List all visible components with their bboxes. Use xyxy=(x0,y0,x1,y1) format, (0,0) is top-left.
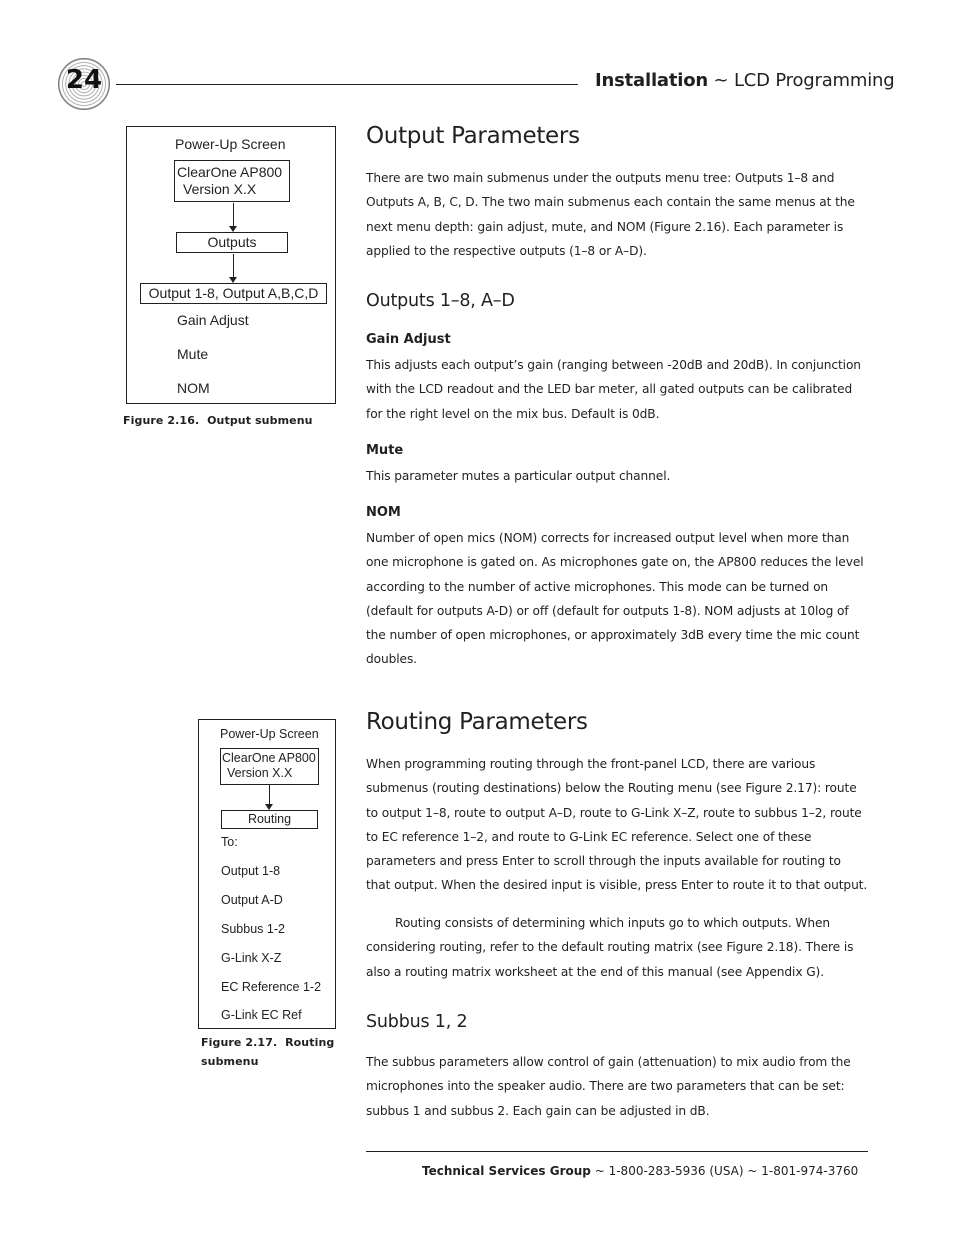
header-separator: ~ xyxy=(708,70,734,91)
footer-org: Technical Services Group xyxy=(422,1164,591,1178)
subbus-subheading: Subbus 1, 2 xyxy=(366,1012,468,1032)
subbus-text: The subbus parameters allow control of gain (attenuation) to mix audio from the microphones into the speaker audio. There are two parameters that can be set: subbus 1 and subbus 2. Each gain can be adjusted in dB. xyxy=(366,1055,851,1118)
fig216-outputs-box xyxy=(176,232,288,253)
fig216-item-gain-adjust: Gain Adjust xyxy=(177,312,249,328)
nom-text: Number of open mics (NOM) corrects for increased output level when more than one microphone is gated on. As microphones gate on, the AP800 reduces the level according to the number of active microphones. This mode can be turned on (default for outputs A-D) or off (default for outputs 1-8). NOM adjusts at 10log of the number of open microphones, or approximately 3dB every time the mic count doubles. xyxy=(366,531,864,667)
fig216-item-nom: NOM xyxy=(177,380,210,396)
fig217-version-line2: Version X.X xyxy=(227,766,293,780)
fig217-item-glink-xz: G-Link X-Z xyxy=(221,951,282,965)
fig217-routing-label: Routing xyxy=(247,812,292,826)
footer-contact: ~ 1-800-283-5936 (USA) ~ 1-801-974-3760 xyxy=(590,1164,859,1178)
figure-2-17-routing-submenu xyxy=(198,719,336,1029)
header-section: Installation xyxy=(595,70,709,91)
fig216-arrow-1 xyxy=(233,203,234,231)
fig216-item-mute: Mute xyxy=(177,346,209,362)
gain-adjust-text: This adjusts each output’s gain (ranging between -20dB and 20dB). In conjunction with the LCD readout and the LED bar meter, all gated outputs can be calibrated for the right level on the mix bus. Default is 0dB. xyxy=(366,358,861,421)
fig216-outputs-label: Outputs xyxy=(207,234,257,250)
routing-para-1: When programming routing through the front-panel LCD, there are various submenus (routing destinations) below the Routing menu (see Figure 2.17): route to output 1–8, route to output A–D, route to G-Link X–Z, route to subbus 1–2, route to EC reference 1–2, and route to G-Link EC reference. Select one of these parameters and press Enter to scroll through the inputs available for routing to that output. When the desired input is visible, press Enter to route it to that output. xyxy=(366,757,868,893)
fig216-version-line1: ClearOne AP800 xyxy=(177,164,283,180)
fig217-item-subbus: Subbus 1-2 xyxy=(221,922,285,936)
nom-label: NOM xyxy=(366,505,401,520)
fig217-item-glink-ec-ref: G-Link EC Ref xyxy=(221,1008,302,1022)
figure-2-17-caption-line2: submenu xyxy=(201,1055,259,1068)
figure-2-17-caption-line1: Figure 2.17. Routing xyxy=(201,1036,335,1049)
fig216-power-up-label: Power-Up Screen xyxy=(175,136,286,152)
page-number: 24 xyxy=(65,65,103,95)
output-parameters-heading: Output Parameters xyxy=(366,123,580,149)
fig216-output-select-box xyxy=(140,283,327,304)
header-rule xyxy=(116,84,578,85)
fig216-output-select-label: Output 1-8, Output A,B,C,D xyxy=(148,285,319,301)
fig217-to-label: To: xyxy=(221,835,238,849)
routing-para-2: Routing consists of determining which inputs go to which outputs. When considering routing, refer to the default routing matrix (see Figure 2.18). There is also a routing matrix worksheet at the end of this manual (see Appendix G). xyxy=(366,916,854,979)
routing-parameters-heading: Routing Parameters xyxy=(366,709,588,735)
fig217-version-line1: ClearOne AP800 xyxy=(222,751,316,765)
fig217-item-output-1-8: Output 1-8 xyxy=(221,864,281,878)
footer-rule xyxy=(366,1151,868,1152)
header-topic: LCD Programming xyxy=(733,70,895,91)
fig216-version-line2: Version X.X xyxy=(183,181,257,197)
gain-adjust-label: Gain Adjust xyxy=(366,332,451,347)
fig216-arrow-2 xyxy=(233,254,234,282)
fig217-power-up-label: Power-Up Screen xyxy=(220,727,319,741)
running-header xyxy=(595,70,894,91)
fig217-routing-box xyxy=(221,810,318,829)
fig216-version-box xyxy=(174,160,290,202)
footer xyxy=(422,1164,858,1178)
output-parameters-intro: There are two main submenus under the outputs menu tree: Outputs 1–8 and Outputs A, B, C, D. The two main submenus each contain the same menus at the next menu depth: gain adjust, mute, and NOM (Figure 2.16). Each parameter is applied to the respective outputs (1–8 or A–D). xyxy=(366,171,855,258)
fig217-item-output-a-d: Output A-D xyxy=(221,893,283,907)
figure-2-16-output-submenu xyxy=(126,126,336,404)
outputs-subheading: Outputs 1–8, A–D xyxy=(366,291,515,311)
mute-text: This parameter mutes a particular output channel. xyxy=(366,469,671,483)
figure-2-16-caption: Figure 2.16. Output submenu xyxy=(123,414,313,427)
mute-label: Mute xyxy=(366,443,404,458)
fig217-version-box xyxy=(220,748,319,785)
fig217-item-ec-reference: EC Reference 1-2 xyxy=(221,980,322,994)
fig217-arrow xyxy=(269,785,270,809)
